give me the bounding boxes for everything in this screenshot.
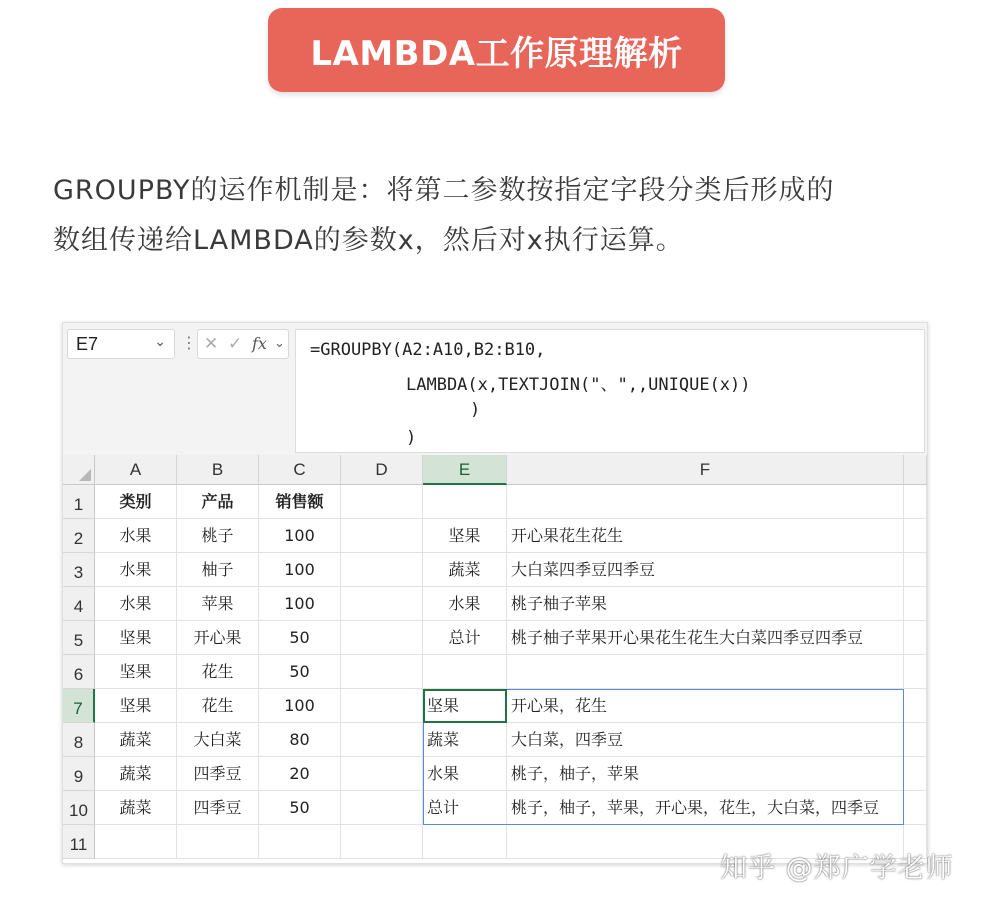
cell-e3[interactable]: 蔬菜 [423, 553, 507, 587]
cell-a4[interactable]: 水果 [95, 587, 177, 621]
cell-a1[interactable]: 类别 [95, 485, 177, 519]
spreadsheet-grid[interactable] [63, 455, 927, 863]
cell-d8[interactable] [341, 723, 423, 757]
cell-d10[interactable] [341, 791, 423, 825]
cell-b1[interactable]: 产品 [177, 485, 259, 519]
cell-b3[interactable]: 柚子 [177, 553, 259, 587]
cell-c6[interactable]: 50 [259, 655, 341, 689]
select-all-corner[interactable] [63, 455, 95, 485]
cell-d4[interactable] [341, 587, 423, 621]
cell-c3[interactable]: 100 [259, 553, 341, 587]
cell-blank[interactable] [904, 587, 927, 621]
cell-blank[interactable] [904, 621, 927, 655]
column-header-d[interactable]: D [341, 455, 423, 485]
page-title: LAMBDA工作原理解析 [268, 8, 725, 92]
cell-c8[interactable]: 80 [259, 723, 341, 757]
chevron-down-icon[interactable]: ⌄ [274, 336, 285, 351]
cell-a8[interactable]: 蔬菜 [95, 723, 177, 757]
cell-f9[interactable]: 桃子，柚子，苹果 [507, 757, 904, 791]
cell-c11[interactable] [259, 825, 341, 859]
cell-blank[interactable] [904, 689, 927, 723]
cell-f4[interactable]: 桃子柚子苹果 [507, 587, 904, 621]
cell-d1[interactable] [341, 485, 423, 519]
column-header-b[interactable]: B [177, 455, 259, 485]
name-box[interactable] [67, 329, 175, 359]
row-header-2[interactable]: 2 [63, 519, 95, 553]
cell-blank[interactable] [904, 485, 927, 519]
formula-line: =GROUPBY(A2:A10,B2:B10, [310, 340, 546, 360]
formula-line: ) [470, 400, 481, 420]
row-header-1[interactable]: 1 [63, 485, 95, 519]
cell-e4[interactable]: 水果 [423, 587, 507, 621]
intro-line-1: GROUPBY的运作机制是：将第二参数按指定字段分类后形成的 [53, 175, 835, 206]
column-header-blank [904, 455, 927, 485]
cell-b4[interactable]: 苹果 [177, 587, 259, 621]
cell-blank[interactable] [904, 519, 927, 553]
cell-f10[interactable]: 桃子，柚子，苹果，开心果，花生，大白菜，四季豆 [507, 791, 904, 825]
cell-b8[interactable]: 大白菜 [177, 723, 259, 757]
row-header-3[interactable]: 3 [63, 553, 95, 587]
row-header-4[interactable]: 4 [63, 587, 95, 621]
cell-blank[interactable] [904, 553, 927, 587]
cell-b9[interactable]: 四季豆 [177, 757, 259, 791]
row-header-10[interactable]: 10 [63, 791, 95, 825]
column-header-a[interactable]: A [95, 455, 177, 485]
cell-e5[interactable]: 总计 [423, 621, 507, 655]
cell-b5[interactable]: 开心果 [177, 621, 259, 655]
cell-blank[interactable] [904, 723, 927, 757]
cell-b7[interactable]: 花生 [177, 689, 259, 723]
cell-e7[interactable]: 坚果 [423, 689, 507, 723]
cell-c5[interactable]: 50 [259, 621, 341, 655]
row-header-9[interactable]: 9 [63, 757, 95, 791]
cell-e2[interactable]: 坚果 [423, 519, 507, 553]
watermark: 知乎 @郑广学老师 [720, 853, 954, 884]
cell-e9[interactable]: 水果 [423, 757, 507, 791]
cell-f7[interactable]: 开心果，花生 [507, 689, 904, 723]
cell-e6[interactable] [423, 655, 507, 689]
formula-line: LAMBDA(x,TEXTJOIN("、",,UNIQUE(x)) [406, 375, 751, 395]
cell-a7[interactable]: 坚果 [95, 689, 177, 723]
cell-e8[interactable]: 蔬菜 [423, 723, 507, 757]
cell-b6[interactable]: 花生 [177, 655, 259, 689]
cell-f5[interactable]: 桃子柚子苹果开心果花生花生大白菜四季豆四季豆 [507, 621, 904, 655]
cell-c1[interactable]: 销售额 [259, 485, 341, 519]
more-icon: ⋮ [181, 333, 197, 352]
cell-d7[interactable] [341, 689, 423, 723]
row-header-5[interactable]: 5 [63, 621, 95, 655]
cell-b11[interactable] [177, 825, 259, 859]
cell-b2[interactable]: 桃子 [177, 519, 259, 553]
cell-a5[interactable]: 坚果 [95, 621, 177, 655]
row-header-6[interactable]: 6 [63, 655, 95, 689]
name-box-value: E7 [76, 334, 99, 354]
cell-c9[interactable]: 20 [259, 757, 341, 791]
cell-a9[interactable]: 蔬菜 [95, 757, 177, 791]
cell-f8[interactable]: 大白菜，四季豆 [507, 723, 904, 757]
cell-f3[interactable]: 大白菜四季豆四季豆 [507, 553, 904, 587]
cancel-icon[interactable]: ✕ [204, 334, 219, 354]
cell-e10[interactable]: 总计 [423, 791, 507, 825]
formula-bar[interactable] [295, 329, 925, 453]
cell-d11[interactable] [341, 825, 423, 859]
cell-d3[interactable] [341, 553, 423, 587]
cell-blank[interactable] [904, 655, 927, 689]
cell-f2[interactable]: 开心果花生花生 [507, 519, 904, 553]
cell-a2[interactable]: 水果 [95, 519, 177, 553]
cell-b10[interactable]: 四季豆 [177, 791, 259, 825]
cell-blank[interactable] [904, 757, 927, 791]
cell-a10[interactable]: 蔬菜 [95, 791, 177, 825]
row-header-11[interactable]: 11 [63, 825, 95, 859]
cell-blank[interactable] [904, 791, 927, 825]
intro-line-2: 数组传递给LAMBDA的参数x，然后对x执行运算。 [53, 225, 684, 256]
formula-controls [197, 329, 289, 359]
row-header-7[interactable]: 7 [63, 689, 95, 723]
formula-line: ) [406, 428, 417, 448]
row-header-8[interactable]: 8 [63, 723, 95, 757]
intro-text [53, 166, 953, 266]
cell-e1[interactable] [423, 485, 507, 519]
cell-a6[interactable]: 坚果 [95, 655, 177, 689]
cell-d2[interactable] [341, 519, 423, 553]
cell-d6[interactable] [341, 655, 423, 689]
cell-e11[interactable] [423, 825, 507, 859]
cell-d9[interactable] [341, 757, 423, 791]
cell-a3[interactable]: 水果 [95, 553, 177, 587]
excel-window [62, 322, 928, 864]
chevron-down-icon[interactable]: ⌄ [154, 333, 166, 349]
cell-c4[interactable]: 100 [259, 587, 341, 621]
cell-a11[interactable] [95, 825, 177, 859]
column-header-e[interactable]: E [423, 455, 507, 485]
column-header-f[interactable]: F [507, 455, 904, 485]
cell-f1[interactable] [507, 485, 904, 519]
cell-c7[interactable]: 100 [259, 689, 341, 723]
cell-d5[interactable] [341, 621, 423, 655]
cell-c10[interactable]: 50 [259, 791, 341, 825]
cell-c2[interactable]: 100 [259, 519, 341, 553]
column-header-c[interactable]: C [259, 455, 341, 485]
fx-icon[interactable]: fx [252, 334, 267, 353]
cell-f6[interactable] [507, 655, 904, 689]
confirm-icon[interactable]: ✓ [228, 334, 243, 354]
